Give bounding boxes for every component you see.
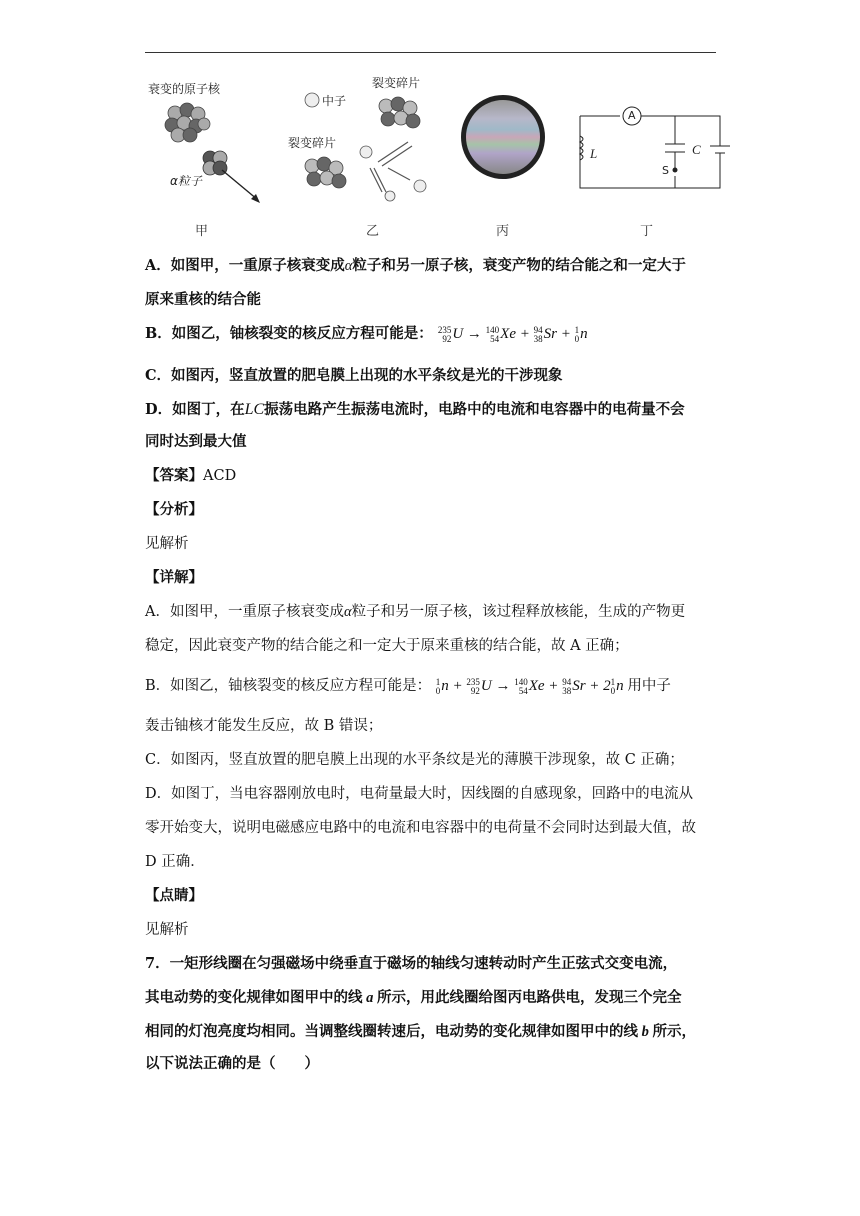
figure-yi [288,70,448,240]
label-fragment-2: 裂变碎片 [288,136,337,150]
label-switch: S [662,164,669,177]
fission-equation-1: 235 92 U → 140 54 Xe + 94 38 Sr + 1 0 n [437,324,588,344]
question-7-line1: 7．一矩形线圈在匀强磁场中绕垂直于磁场的轴线匀速转动时产生正弦式交变电流， [145,955,678,972]
lc-circuit-diagram [570,96,760,226]
comment-text: 见解析 [145,922,189,938]
detail-d-line1: D．如图丁，当电容器刚放电时，电荷量最大时，因线圈的自感现象，回路中的电流从 [145,786,694,802]
neutron-icon [302,90,322,110]
figure-bing [456,70,556,240]
option-c-line: C．如图丙，竖直放置的肥皂膜上出现的水平条纹是光的干涉现象 [145,367,563,384]
label-inductor: L [590,146,598,161]
detail-c-line: C．如图丙，竖直放置的肥皂膜上出现的水平条纹是光的薄膜干涉现象，故 C 正确； [145,752,684,768]
analysis-label: 【分析】 [145,501,203,518]
detail-label: 【详解】 [145,569,203,586]
label-decaying-nucleus: 衰变的原子核 [148,82,221,96]
detail-d-line2: 零开始变大，说明电磁感应电路中的电流和电容器中的电荷量不会同时达到最大值，故 [145,820,696,836]
caption-yi: 乙 [366,224,380,239]
question-7-line2: 其电动势的变化规律如图甲中的线 a 所示，用此线圈给图丙电路供电，发现三个完全 [145,989,682,1006]
detail-b-line1: B．如图乙，铀核裂变的核反应方程可能是： 1 0 n + 235 92 U → 140 54 Xe + 94 38 Sr + 2 1 0 n 用中子 [145,676,671,696]
soap-film-icon [458,92,548,182]
detail-d-line3: D 正确． [145,854,205,870]
top-rule [145,52,716,53]
caption-jia: 甲 [195,224,209,239]
detail-a-line2: 稳定，因此衰变产物的结合能之和一定大于原来重核的结合能，故 A 正确； [145,638,629,654]
arrow-icon [220,168,270,208]
analysis-text: 见解析 [145,536,189,552]
option-a-line2: 原来重核的结合能 [145,291,261,308]
detail-a-line1: A．如图甲，一重原子核衰变成α粒子和另一原子核，该过程释放核能，生成的产物更 [145,604,686,620]
label-capacitor: C [692,142,701,157]
answer-line: 【答案】ACD [145,467,237,484]
option-d-line1: D．如图丁，在LC振荡电路产生振荡电流时，电路中的电流和电容器中的电荷量不会 [145,401,685,418]
figure-ding [570,70,760,240]
detail-b-line2: 轰击铀核才能发生反应，故 B 错误； [145,718,383,734]
question-7-line3: 相同的灯泡亮度均相同。当调整线圈转速后，电动势的变化规律如图甲中的线 b 所示， [145,1023,696,1040]
caption-ding: 丁 [640,224,654,239]
figure-row [140,70,760,240]
figure-jia [140,70,270,240]
caption-bing: 丙 [496,224,510,239]
neutron-trails-icon [348,122,438,202]
option-b-line: B．如图乙，铀核裂变的核反应方程可能是： 235 92 U → 140 54 Xe + 94 38 Sr + 1 0 n [145,324,588,344]
fission-equation-2: 1 0 n + 235 92 U → 140 54 Xe + 94 38 Sr + 2 1 0 n [435,676,628,696]
label-fragment-1: 裂变碎片 [372,76,421,90]
label-ammeter: A [628,109,636,122]
option-a-line1: A．如图甲，一重原子核衰变成α粒子和另一原子核，衰变产物的结合能之和一定大于 [145,257,686,274]
label-neutron: 中子 [322,94,347,108]
question-7-line4: 以下说法正确的是（ ） [145,1055,319,1072]
nucleus-cluster-icon [160,98,220,148]
comment-label: 【点睛】 [145,887,203,904]
option-d-line2: 同时达到最大值 [145,433,247,450]
label-alpha-particle: α粒子 [170,174,202,188]
